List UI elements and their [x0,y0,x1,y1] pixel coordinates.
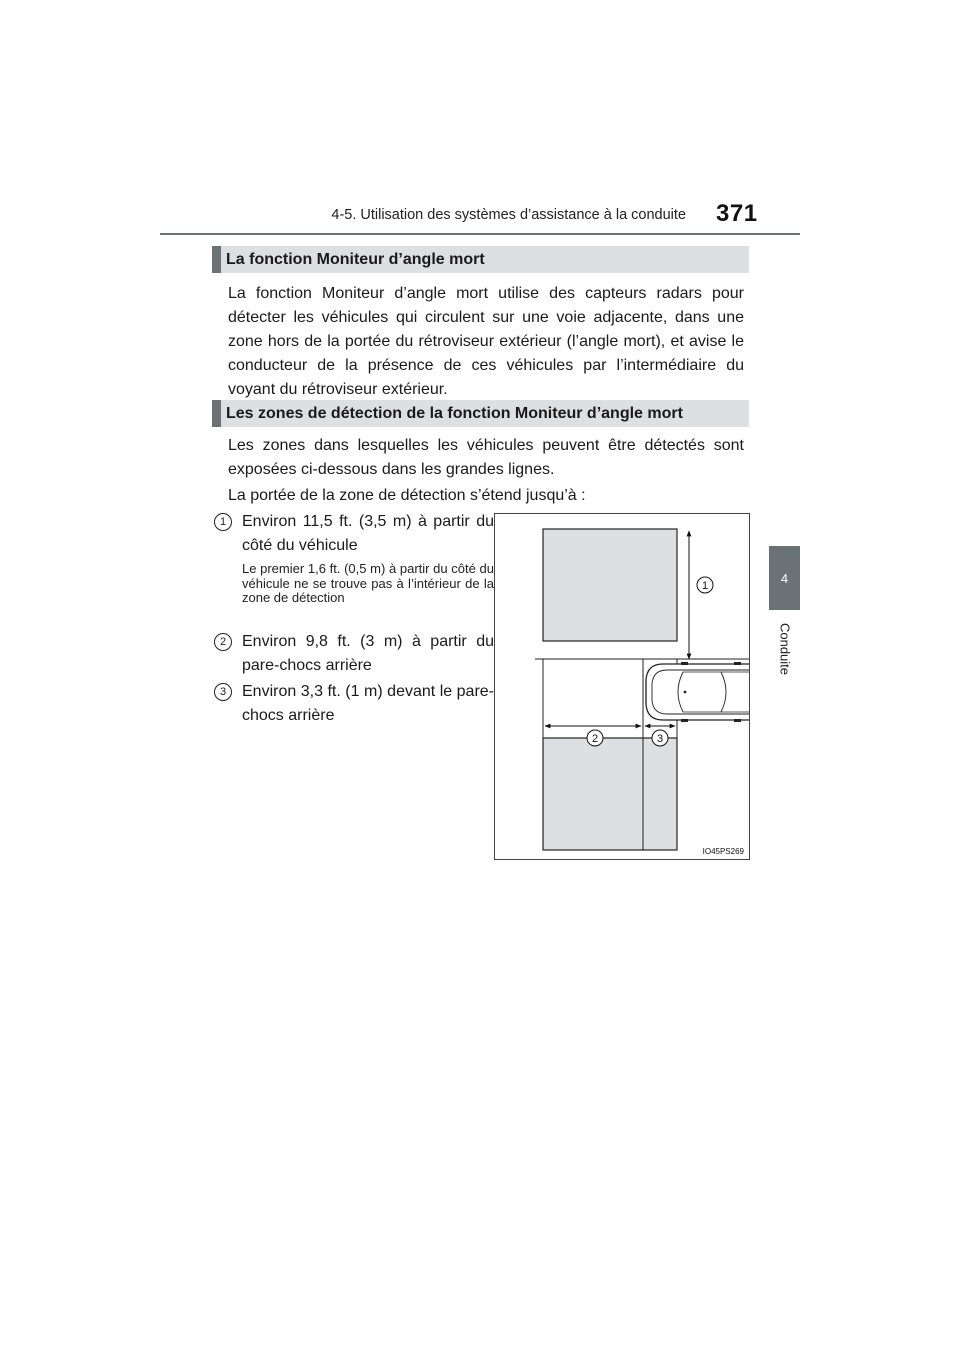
callout-1-label: 1 [701,580,709,592]
chapter-label-text: Conduite [777,622,793,676]
range-paragraph: La portée de la zone de détection s’étend jusqu’à : [228,487,586,504]
section-heading-bsm: La fonction Moniteur d’angle mort [212,246,749,273]
chapter-label [765,616,805,682]
item-text: Environ 9,8 ft. (3 m) à partir du pare-chocs arrière [242,633,494,674]
detection-zone-figure [494,513,750,860]
section-heading-zones: Les zones de détection de la fonction Moniteur d’angle mort [212,400,749,427]
zones-paragraph: Les zones dans lesquelles les véhicules peuvent être détectés sont exposées ci-dessous dans les grandes lignes. [228,437,744,478]
page-number: 371 [716,200,758,227]
item-number-badge: 2 [214,633,232,651]
callout-3-label: 3 [656,733,664,745]
item-number-badge: 1 [214,513,232,531]
chapter-tab: 4 [769,546,800,610]
item-text: Environ 11,5 ft. (3,5 m) à partir du côté du véhicule [242,513,494,554]
item-note: Le premier 1,6 ft. (0,5 m) à partir du côté du véhicule ne se trouve pas à l’intérieur de la zone de détection [242,561,494,605]
detection-zone-diagram [495,514,750,860]
callout-2-label: 2 [591,733,599,745]
detection-zone-side [543,529,677,641]
running-header: 4-5. Utilisation des systèmes d’assistance à la conduite [331,207,686,223]
intro-paragraph: La fonction Moniteur d’angle mort utilise des capteurs radars pour détecter les véhicules qui circulent sur une voie adjacente, dans une zone hors de la portée du rétroviseur extérieur (l’angle mort), et avise le conducteur de la présence de ces véhicules par l’intermédiaire du voyant du rétroviseur extérieur. [228,285,744,398]
detection-zone-rear [543,738,677,850]
figure-code: IO45PS269 [702,847,744,856]
header-rule [160,233,800,235]
item-number-badge: 3 [214,683,232,701]
item-text: Environ 3,3 ft. (1 m) devant le pare-chocs arrière [242,683,494,724]
car-outline [646,662,750,722]
